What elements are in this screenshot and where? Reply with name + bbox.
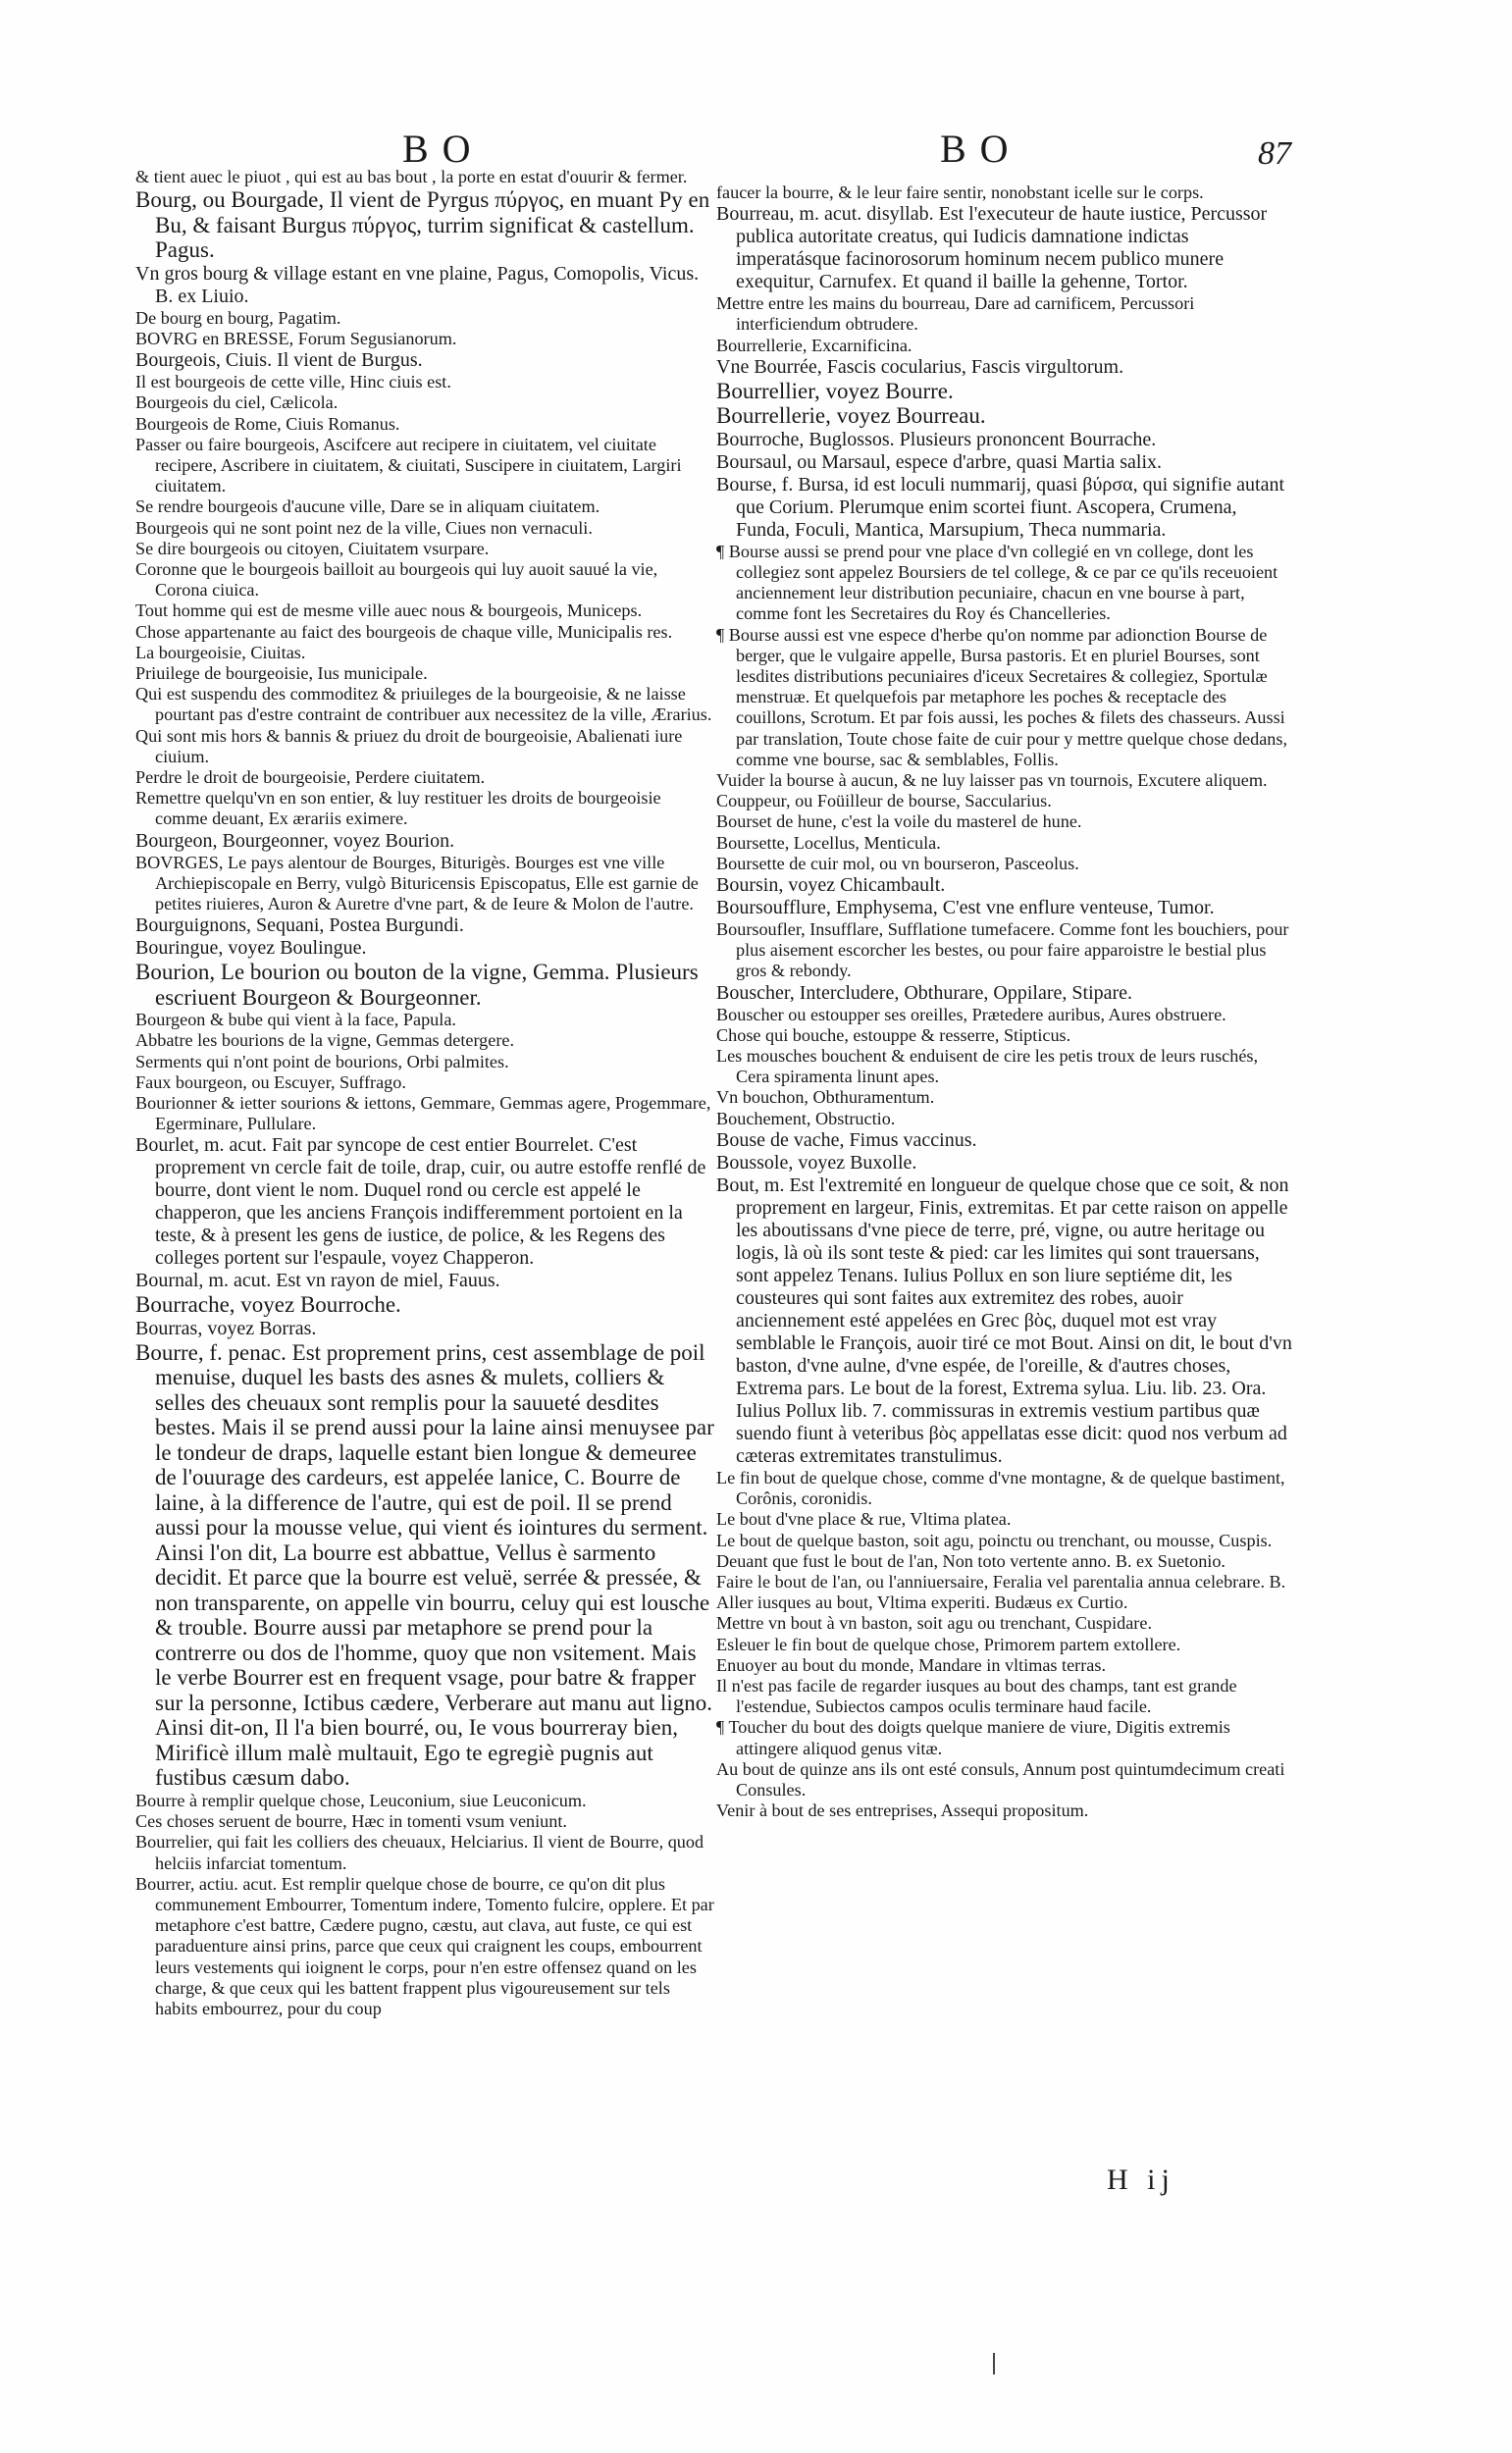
dictionary-entry: Coronne que le bourgeois bailloit au bourgeois qui luy auoit sauué la vie, Corona ciuica. — [135, 558, 658, 600]
dictionary-entry: Priuilege de bourgeoisie, Ius municipale. — [135, 662, 428, 683]
dictionary-entry: Boursoufler, Insufflare, Sufflatione tumefacere. Comme font les bouchiers, pour plus aisement escorcher les bestes, ou pour faire apparoistre le bestial plus gros & rebondy. — [716, 919, 1289, 981]
dictionary-entry: Qui est suspendu des commoditez & priuileges de la bourgeoisie, & ne laisse pourtant pas d'estre contraint de contribuer aux necessitez de la ville, Ærarius. — [135, 684, 712, 725]
dictionary-entry: Passer ou faire bourgeois, Ascifcere aut recipere in ciuitatem, vel ciuitate recipere, Ascribere in ciuitatem, & ciuitati, Suscipere in ciuitatem, Largiri ciuitatem. — [135, 434, 682, 496]
dictionary-entry: Bourrer, actiu. acut. Est remplir quelque chose de bourre, ce qu'on dit plus communement Embourrer, Tomentum indere, Tomento fulcire, opplere. Et par metaphore c'est battre, Cædere pugno, cæstu, aut clava, aut fuste, ce qui est paraduenture ainsi prins, parce que ceux qui craignent les coups, embourrent leurs vestements qui ioignent le corps, pour n'en estre offensez quand on les charge, & que ceux qui les battent frappent plus vigoureusement sur tels habits embourrez, pour du coup — [135, 1873, 714, 2018]
dictionary-entry: Couppeur, ou Foüilleur de bourse, Saccularius. — [716, 791, 1052, 811]
dictionary-entry: BOVRG en BRESSE, Forum Segusianorum. — [135, 328, 457, 348]
dictionary-entry: Bourgeon & bube qui vient à la face, Papula. — [135, 1010, 456, 1030]
dictionary-entry: Bourlet, m. acut. Fait par syncope de cest entier Bourrelet. C'est proprement vn cercle fait de toile, drap, cuir, ou autre estoffe renflé de bourre, dont vient le nom. Duquel rond ou cercle est appelé le chapperon, que les anciens François indifferemment portoient en la teste, & à present les gens de iustice, de police, & les Regens des colleges portent sur l'espaule, voyez Chapperon. — [135, 1134, 706, 1270]
dictionary-entry: Enuoyer au bout du monde, Mandare in vltimas terras. — [716, 1654, 1106, 1675]
dictionary-entry: Bourgeon, Bourgeonner, voyez Bourion. — [135, 829, 455, 852]
dictionary-entry: Boursin, voyez Chicambault. — [716, 874, 946, 897]
dictionary-entry: Bouchement, Obstructio. — [716, 1108, 896, 1128]
left-column — [135, 167, 714, 2019]
dictionary-entry: Vn gros bourg & village estant en vne plaine, Pagus, Comopolis, Vicus. B. ex Liuio. — [135, 262, 700, 307]
dictionary-entry: Chose qui bouche, estouppe & resserre, Stipticus. — [716, 1024, 1071, 1045]
dictionary-entry: La bourgeoisie, Ciuitas. — [135, 642, 306, 662]
dictionary-entry: Serments qui n'ont point de bourions, Orbi palmites. — [135, 1051, 509, 1071]
dictionary-entry: Bourrelier, qui fait les colliers des cheuaux, Helciarius. Il vient de Bourre, quod helciis infarciat tomentum. — [135, 1832, 704, 1873]
dictionary-entry: Abbatre les bourions de la vigne, Gemmas detergere. — [135, 1030, 515, 1051]
dictionary-entry: Bourgeois du ciel, Cælicola. — [135, 392, 339, 413]
dictionary-entry: Mettre vn bout à vn baston, soit agu ou trenchant, Cuspidare. — [716, 1613, 1152, 1634]
dictionary-entry: faucer la bourre, & le leur faire sentir, nonobstant icelle sur le corps. — [716, 183, 1204, 202]
dictionary-entry: ¶ Bourse aussi se prend pour vne place d'vn collegié en vn college, dont les collegiez sont appelez Boursiers de tel college, & ce par ce qu'ils receuoient anciennement leur distribution pecuniaire, chacun en vne bourse à part, comme font les Secretaires du Roy és Chancelleries. — [716, 541, 1278, 624]
dictionary-entry: Bourion, Le bourion ou bouton de la vigne, Gemma. Plusieurs escriuent Bourgeon & Bourgeonner. — [135, 960, 699, 1010]
dictionary-entry: Bournal, m. acut. Est vn rayon de miel, Fauus. — [135, 1270, 500, 1292]
dictionary-entry: Bouringue, voyez Boulingue. — [135, 937, 367, 960]
signature-mark: H ij — [1107, 2164, 1175, 2196]
page-number: 87 — [1258, 135, 1291, 172]
running-head-right: BO — [940, 127, 1022, 171]
dictionary-entry: Qui sont mis hors & bannis & priuez du droit de bourgeoisie, Abalienati iure ciuium. — [135, 725, 683, 766]
dictionary-entry: Boussole, voyez Buxolle. — [716, 1151, 917, 1174]
dictionary-entry: Bourrellerie, voyez Bourreau. — [716, 403, 986, 429]
dictionary-entry: Bourgeois de Rome, Ciuis Romanus. — [135, 413, 400, 434]
dictionary-entry: Boursaul, ou Marsaul, espece d'arbre, quasi Martia salix. — [716, 450, 1163, 473]
dictionary-entry: Bouse de vache, Fimus vaccinus. — [716, 1128, 977, 1151]
dictionary-entry: Deuant que fust le bout de l'an, Non toto vertente anno. B. ex Suetonio. — [716, 1550, 1225, 1571]
dictionary-entry: Mettre entre les mains du bourreau, Dare ad carnificem, Percussori interficiendum obtrudere. — [716, 293, 1195, 335]
dictionary-entry: ¶ Toucher du bout des doigts quelque maniere de viure, Digitis extremis attingere aliquod genus vitæ. — [716, 1717, 1230, 1758]
printer-mark — [993, 2353, 995, 2375]
dictionary-entry: Bourgeois qui ne sont point nez de la ville, Ciues non vernaculi. — [135, 517, 593, 538]
dictionary-entry: Se rendre bourgeois d'aucune ville, Dare se in aliquam ciuitatem. — [135, 496, 600, 517]
dictionary-entry: Chose appartenante au faict des bourgeois de chaque ville, Municipalis res. — [135, 621, 673, 642]
dictionary-entry: Tout homme qui est de mesme ville auec nous & bourgeois, Municeps. — [135, 600, 643, 621]
dictionary-entry: Le bout d'vne place & rue, Vltima platea. — [716, 1509, 1012, 1530]
dictionary-entry: Bouscher ou estoupper ses oreilles, Prætedere auribus, Aures obstruere. — [716, 1004, 1226, 1024]
dictionary-entry: Faire le bout de l'an, ou l'anniuersaire, Feralia vel parentalia annua celebrare. B. — [716, 1571, 1286, 1592]
dictionary-entry: Bourrellier, voyez Bourre. — [716, 378, 954, 403]
dictionary-entry: Bourrellerie, Excarnificina. — [716, 335, 912, 355]
dictionary-entry: Ces choses seruent de bourre, Hæc in tomenti vsum veniunt. — [135, 1811, 567, 1832]
dictionary-entry: Bourguignons, Sequani, Postea Burgundi. — [135, 914, 464, 937]
dictionary-entry: Il est bourgeois de cette ville, Hinc ciuis est. — [135, 372, 451, 392]
dictionary-entry: Le fin bout de quelque chose, comme d'vne montagne, & de quelque bastiment, Corônis, coronidis. — [716, 1467, 1285, 1509]
right-column — [716, 183, 1295, 1821]
running-head-left: BO — [402, 127, 485, 171]
dictionary-entry: ¶ Bourse aussi est vne espece d'herbe qu'on nomme par adionction Bourse de berger, que le vulgaire appelle, Bursa pastoris. Et en pluriel Bourses, sont lesdites distributions pecuniaires d'iceux Secretaires & collegiez, Sportulæ menstruæ. Et quelquefois par metaphore les poches & receptacle des couillons, Scrotum. Et par fois aussi, les poches & filets des chasseurs. Aussi par translation, Toute chose faite de cuir pour y mettre quelque chose dedans, comme vne bourse, sac & semblables, Follis. — [716, 624, 1288, 769]
dictionary-entry: Bourset de hune, c'est la voile du masterel de hune. — [716, 811, 1082, 832]
dictionary-entry: Bourrache, voyez Bourroche. — [135, 1292, 401, 1318]
dictionary-entry: Bourionner & ietter sourions & iettons, Gemmare, Gemmas agere, Progemmare, Egerminare, Pullulare. — [135, 1093, 711, 1134]
dictionary-entry: Bout, m. Est l'extremité en longueur de quelque chose que ce soit, & non proprement en largeur, Finis, extremitas. Et par cette raison on appelle les aboutissans d'vne piece de terre, pré, vigne, ou autre heritage ou logis, là où ils sont teste & pied: car les limites qui sont trauersans, sont appelez Tenans. Iulius Pollux en son liure septiéme dit, les cousteures qui sont faites aux extremitez des robes, auoir anciennement esté appelées en Grec βὸς, duquel mot est vray semblable le François, auoir tiré ce mot Bout. Ainsi on dit, le bout d'vn baston, d'vne aulne, d'vne espée, de l'oreille, & d'autres choses, Extrema pars. Le bout de la forest, Extrema sylua. Liu. lib. 23. Ora. Iulius Pollux lib. 7. commissuras in extremis vestium partibus quæ suendo fiunt à veteribus βὸς appellatas esse dicit: quod nos verbum ad cæteras extremitates transtulimus. — [716, 1174, 1292, 1467]
dictionary-entry: Se dire bourgeois ou citoyen, Ciuitatem vsurpare. — [135, 538, 490, 558]
dictionary-entry: Bourgeois, Ciuis. Il vient de Burgus. — [135, 349, 423, 372]
dictionary-entry: Boursette, Locellus, Menticula. — [716, 832, 941, 853]
dictionary-entry: Bourroche, Buglossos. Plusieurs prononcent Bourrache. — [716, 428, 1157, 450]
dictionary-entry: Remettre quelqu'vn en son entier, & luy restituer les droits de bourgeoisie comme deuant, Ex ærariis eximere. — [135, 788, 661, 829]
dictionary-entry: Faux bourgeon, ou Escuyer, Suffrago. — [135, 1071, 406, 1092]
dictionary-entry: De bourg en bourg, Pagatim. — [135, 307, 341, 328]
dictionary-entry: Les mousches bouchent & enduisent de cire les petis troux de leurs ruschés, Cera spiramenta linunt apes. — [716, 1046, 1259, 1087]
dictionary-entry: Vn bouchon, Obthuramentum. — [716, 1087, 935, 1108]
dictionary-entry: Bourre, f. penac. Est proprement prins, cest assemblage de poil menuise, duquel les basts des asnes & mulets, colliers & selles des cheuaux sont remplis pour la sauueté desdites bestes. Mais il se prend aussi pour la laine ainsi menuysee par le tondeur de draps, laquelle estant bien longue & demeuree de l'ouurage des cardeurs, est appelée lanice, C. Bourre de laine, à la difference de l'autre, qui est de poil. Il se prend aussi pour la mousse velue, qui vient és iointures du serment. Ainsi l'on dit, La bourre est abbattue, Vellus è sarmento decidit. Et parce que la bourre est veluë, serrée & pressée, & non transparente, on appelle vin bourru, celuy qui est lousche & trouble. Bourre aussi par metaphore se prend pour la contrerre ou dos de l'homme, quoy que non vsitement. Mais le verbe Bourrer est en frequent vsage, pour batre & frapper sur la personne, Ictibus cædere, Verberare aut manu aut ligno. Ainsi dit-on, Il l'a bien bourré, ou, Ie vous bourreray bien, Mirificè illum malè multauit, Ego te egregiè pugnis aut fustibus cæsum dabo. — [135, 1339, 714, 1791]
dictionary-entry: Boursoufflure, Emphysema, C'est vne enflure venteuse, Tumor. — [716, 897, 1215, 919]
dictionary-entry: Vuider la bourse à aucun, & ne luy laisser pas vn tournois, Excutere aliquem. — [716, 770, 1268, 791]
dictionary-entry: Il n'est pas facile de regarder iusques au bout des champs, tant est grande l'estendue, Subiectos campos oculis terminare haud facile. — [716, 1675, 1237, 1717]
dictionary-entry: Bourras, voyez Borras. — [135, 1317, 317, 1339]
dictionary-entry: BOVRGES, Le pays alentour de Bourges, Biturigès. Bourges est vne ville Archiepiscopale en Berry, vulgò Bituricensis Episcopatus, Elle est garnie de petites riuieres, Auron & Auretre d'vne part, & de Ieure & Molon de l'autre. — [135, 852, 699, 913]
dictionary-entry: Le bout de quelque baston, soit agu, poinctu ou trenchant, ou mousse, Cuspis. — [716, 1530, 1273, 1550]
dictionary-entry: Vne Bourrée, Fascis cocularius, Fascis virgultorum. — [716, 355, 1124, 378]
dictionary-entry: Au bout de quinze ans ils ont esté consuls, Annum post quintumdecimum creati Consules. — [716, 1758, 1285, 1800]
dictionary-entry: Bourg, ou Bourgade, Il vient de Pyrgus πύργος, en muant Py en Bu, & faisant Burgus πύργος, turrim significat & castellum. Pagus. — [135, 187, 710, 263]
dictionary-entry: Bourreau, m. acut. disyllab. Est l'executeur de haute iustice, Percussor publica autoritate creatus, qui Iudicis damnatione indictas imperatásque facinorosorum hominum necem publico munere exequitur, Carnufex. Et quand il baille la gehenne, Tortor. — [716, 203, 1268, 293]
dictionary-entry: Aller iusques au bout, Vltima experiti. Budæus ex Curtio. — [716, 1592, 1128, 1613]
dictionary-entry: Venir à bout de ses entreprises, Assequi propositum. — [716, 1801, 1089, 1821]
dictionary-entry: Boursette de cuir mol, ou vn bourseron, Pasceolus. — [716, 853, 1079, 873]
dictionary-entry: Bouscher, Intercludere, Obthurare, Oppilare, Stipare. — [716, 981, 1133, 1004]
dictionary-entry: Perdre le droit de bourgeoisie, Perdere ciuitatem. — [135, 766, 486, 787]
dictionary-entry: & tient auec le piuot , qui est au bas bout , la porte en estat d'ouurir & fermer. — [135, 167, 688, 186]
dictionary-entry: Bourse, f. Bursa, id est loculi nummarij, quasi βύρσα, qui signifie autant que Corium. Plerumque enim scortei fiunt. Ascopera, Crumena, Funda, Foculi, Mantica, Marsupium, Theca nummaria. — [716, 473, 1285, 541]
dictionary-entry: Bourre à remplir quelque chose, Leuconium, siue Leuconicum. — [135, 1790, 587, 1810]
dictionary-entry: Esleuer le fin bout de quelque chose, Primorem partem extollere. — [716, 1634, 1181, 1654]
